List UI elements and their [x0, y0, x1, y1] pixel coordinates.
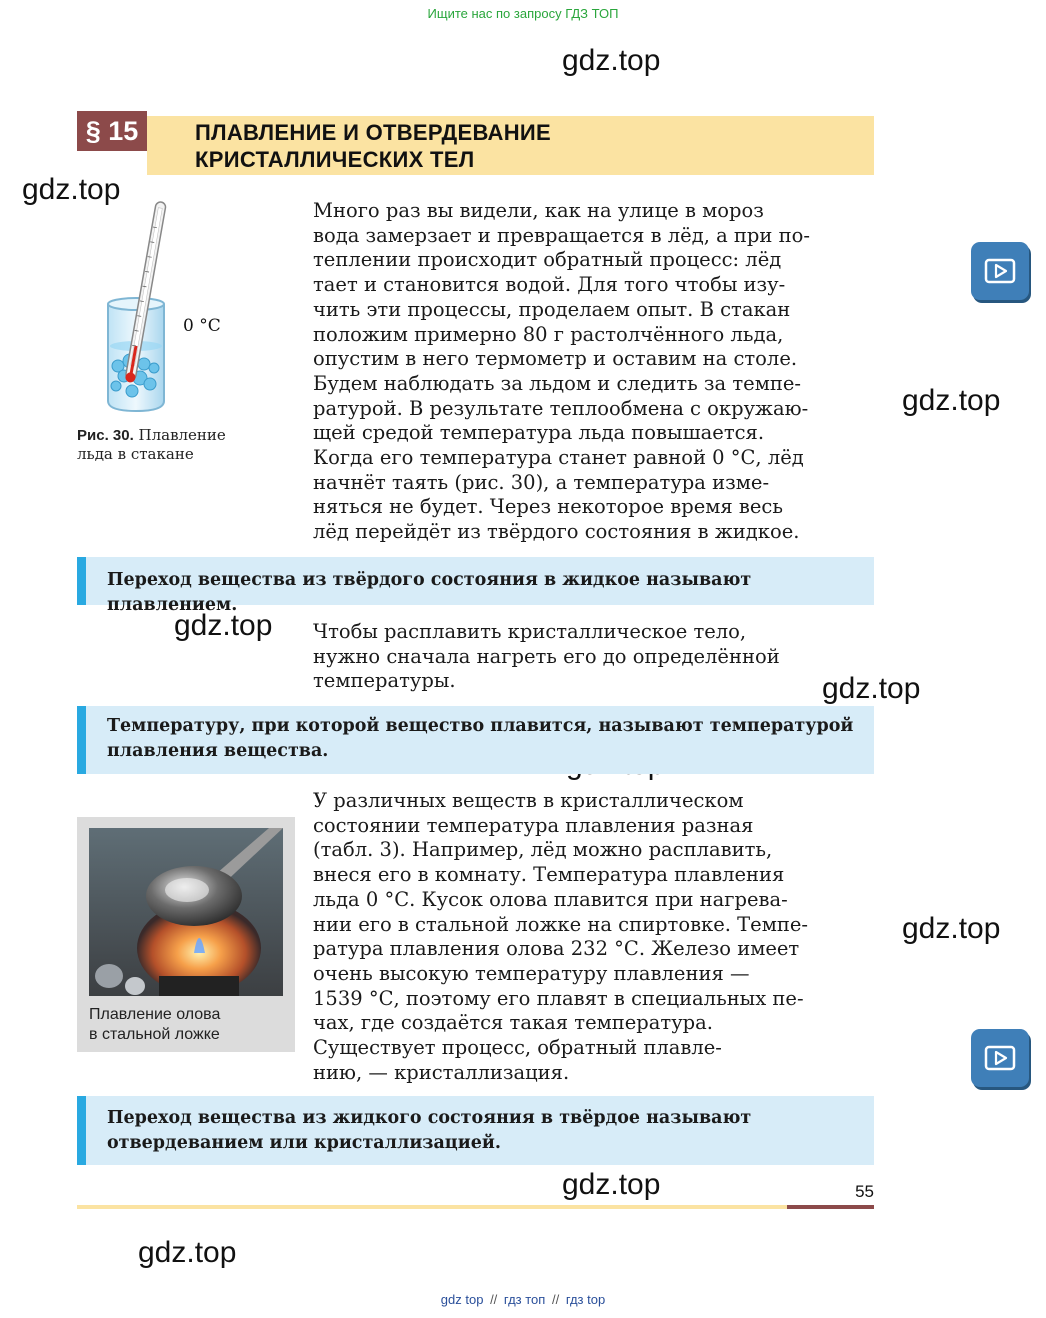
photo-caption-line1: Плавление олова — [89, 1006, 221, 1023]
watermark: gdz.top — [822, 672, 921, 705]
temperature-label: 0 °C — [183, 316, 221, 336]
watermark: gdz.top — [562, 1168, 661, 1201]
footer-separator: // — [490, 1292, 498, 1307]
watermark: gdz.top — [902, 912, 1001, 945]
figure-30-caption — [77, 426, 277, 464]
page-number: 55 — [855, 1182, 874, 1201]
bottom-rule-accent — [787, 1205, 874, 1209]
video-button[interactable] — [971, 1029, 1029, 1087]
figure-caption-number: Рис. 30. — [77, 427, 134, 444]
thermometer-glass-illustration — [100, 196, 220, 418]
definition-melting: Переход вещества из твёрдого состояния в жидкое называют плавлением. — [107, 570, 752, 615]
watermark: gdz.top — [902, 384, 1001, 417]
watermark: gdz.top — [22, 173, 121, 206]
photo-caption-line2: в стальной ложке — [89, 1026, 220, 1043]
top-search-banner[interactable]: Ищите нас по запросу ГДЗ ТОП — [427, 6, 619, 21]
definition-box-crystallization — [77, 1096, 874, 1165]
footer-link[interactable]: гдз топ — [503, 1292, 546, 1307]
section-number-badge: § 15 — [77, 111, 147, 151]
footer-link[interactable]: gdz top — [440, 1292, 484, 1307]
section-title-line2: КРИСТАЛЛИЧЕСКИХ ТЕЛ — [195, 147, 475, 172]
footer-link[interactable]: гдз top — [565, 1292, 606, 1307]
paragraph-heating: Чтобы расплавить кристаллическое тело, нужно сначала нагреть его до определённой температуры. — [313, 620, 780, 693]
section-title-line1: ПЛАВЛЕНИЕ И ОТВЕРДЕВАНИЕ — [195, 120, 551, 145]
watermark: gdz.top — [174, 609, 273, 642]
section-title — [195, 119, 855, 173]
definition-melting-point: Температуру, при которой вещество плавится, называют температурой плавления вещества. — [107, 716, 854, 761]
footer-separator: // — [551, 1292, 560, 1307]
figure-caption-line2: льда в стакане — [77, 445, 194, 463]
figure-caption-text: Плавление — [133, 426, 226, 444]
paragraph-melting-temperatures: У различных веществ в кристаллическом состоянии температура плавления разная (табл. 3). Например, лёд можно расплавить, внеся его в комнату. Температура плавления льда 0 °С. Кусок олова плавится при нагрева- нии его в стальной ложке на спиртовке. Темпе- ратура плавления олова 232 °С. Железо имеет очень высокую температуру плавления — 1539 °С, поэтому его плавят в специальных пе- чах, где создаётся такая температура. Существует процесс, обратный плавле- нию, — кристаллизация. — [313, 789, 809, 1084]
definition-crystallization: Переход вещества из жидкого состояния в твёрдое называют отвердеванием или кристаллизацией. — [107, 1108, 752, 1153]
paragraph-ice-experiment: Много раз вы видели, как на улице в мороз вода замерзает и превращается в лёд, а при по- теплении происходит обратный процесс: лёд тает и становится водой. Для того чтобы изу- чить эти процессы, проделаем опыт. В стакан положим примерно 80 г растолчённого льда, опустим в него термометр и оставим на столе. Будем наблюдать за льдом и следить за темпе- ратурой. В результате теплообмена с окружаю- щей средой температура льда повышается. Когда его температура станет равной 0 °С, лёд начнёт таять (рис. 30), а температура изме- няться не будет. Через некоторое время весь лёд перейдёт из твёрдого состояния в жидкое. — [313, 199, 810, 544]
footer-links — [0, 1292, 1046, 1307]
video-play-icon — [984, 1045, 1016, 1071]
bottom-rule — [77, 1205, 787, 1209]
watermark: gdz.top — [562, 44, 661, 77]
definition-box-melting — [77, 557, 874, 615]
watermark: gdz.top — [138, 1236, 237, 1269]
tin-melting-photo — [89, 828, 283, 996]
photo-caption — [89, 1005, 289, 1045]
video-play-icon — [984, 258, 1016, 284]
video-button[interactable] — [971, 242, 1029, 300]
definition-box-melting-point — [77, 706, 874, 774]
